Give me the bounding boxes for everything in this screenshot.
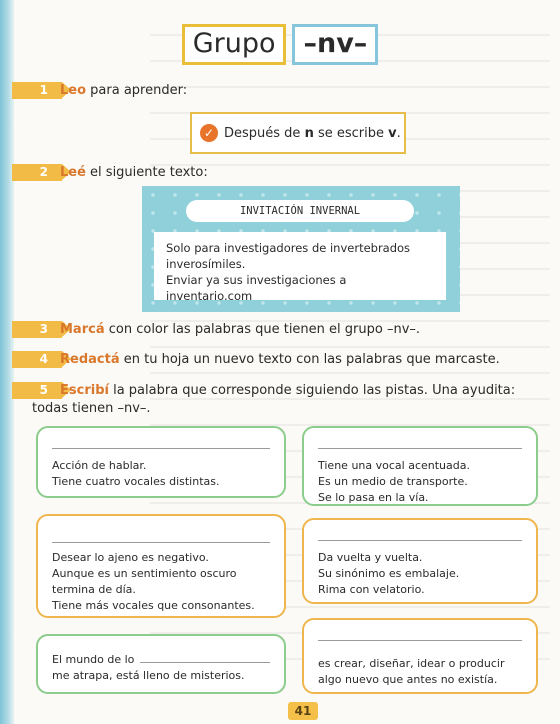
answer-line[interactable]: [318, 640, 522, 641]
clue-box-3: [36, 514, 286, 618]
invitation-line: inverosímiles.: [166, 257, 246, 271]
page-title: [0, 24, 560, 65]
invitation-body: [154, 232, 446, 303]
activity-1-text: Leo para aprender:: [60, 83, 188, 98]
answer-line[interactable]: [52, 448, 270, 449]
clue-text: Desear lo ajeno es negativo. Aunque es un sentimiento oscuro termina de día. Tiene más vocales que consonantes.: [52, 551, 255, 612]
activity-4-text: Redactá en tu hoja un nuevo texto con las palabras que marcaste.: [60, 352, 500, 367]
answer-line[interactable]: [318, 448, 522, 449]
clue-text: El mundo de lo me atrapa, está lleno de misterios.: [52, 652, 274, 684]
rule-text: Después de n se escribe v.: [224, 125, 401, 141]
activity-2-text: Leé el siguiente texto:: [60, 165, 208, 180]
page-number: 41: [288, 702, 318, 720]
answer-line[interactable]: [52, 542, 270, 543]
answer-line[interactable]: [318, 540, 522, 541]
title-group: –nv–: [292, 24, 378, 65]
invitation-title: INVITACIÓN INVERNAL: [186, 200, 414, 222]
invitation-line: Solo para investigadores de invertebrados: [166, 241, 411, 255]
clue-box-4: [302, 518, 538, 604]
clue-text: Da vuelta y vuelta. Su sinónimo es embalaje. Rima con velatorio.: [318, 551, 460, 596]
check-icon: ✓: [200, 124, 218, 142]
rule-box: [190, 112, 406, 154]
activity-5-text: Escribí la palabra que corresponde siguiendo las pistas. Una ayudita:: [60, 383, 516, 398]
clue-box-2: [302, 426, 538, 506]
activity-5-text-line2: todas tienen –nv–.: [32, 401, 151, 416]
clue-text: es crear, diseñar, idear o producir algo nuevo que antes no existía.: [318, 657, 505, 686]
clue-box-6: [302, 618, 538, 694]
answer-line[interactable]: [140, 662, 270, 663]
clue-text: Tiene una vocal acentuada. Es un medio de transporte. Se lo pasa en la vía.: [318, 459, 470, 504]
title-word: Grupo: [182, 24, 287, 65]
invitation-line: Enviar ya sus investigaciones a inventario.com: [166, 273, 347, 303]
clue-box-5: [36, 634, 286, 694]
invitation-card: [142, 186, 460, 312]
activity-3-text: Marcá con color las palabras que tienen el grupo –nv–.: [60, 322, 421, 337]
clue-text: Acción de hablar. Tiene cuatro vocales distintas.: [52, 459, 220, 488]
clue-box-1: [36, 426, 286, 498]
